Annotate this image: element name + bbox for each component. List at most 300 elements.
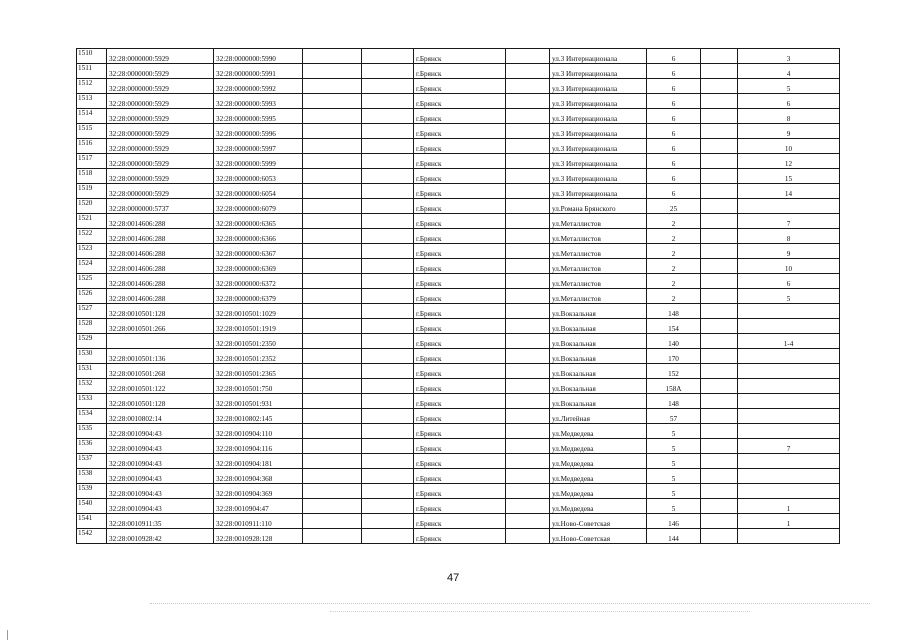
parent-cadastral-number: 32:28:0010501:266 [107,319,214,334]
blank-column [362,319,414,334]
cadastral-number: 32:28:0000000:5991 [214,64,303,79]
cadastral-number: 32:28:0010904:110 [214,424,303,439]
parent-cadastral-number: 32:28:0010904:43 [107,454,214,469]
locality: г.Брянск [414,409,506,424]
blank-column [701,469,738,484]
blank-column [701,259,738,274]
parent-cadastral-number: 32:28:0010802:14 [107,409,214,424]
row-number: 1521 [77,214,107,229]
blank-column [303,409,362,424]
blank-column [362,154,414,169]
scan-noise-line [150,603,870,605]
apartment-number: 14 [738,184,840,199]
parent-cadastral-number: 32:28:0000000:5929 [107,169,214,184]
apartment-number [738,424,840,439]
blank-column [362,244,414,259]
blank-column [303,199,362,214]
table-row [77,274,840,289]
parent-cadastral-number: 32:28:0010501:268 [107,364,214,379]
blank-column [362,469,414,484]
street: ул.3 Интернационала [550,64,647,79]
street: ул.Романа Брянского [550,199,647,214]
blank-column [303,424,362,439]
cadastral-number: 32:28:0010501:2352 [214,349,303,364]
locality: г.Брянск [414,64,506,79]
blank-column [362,49,414,64]
blank-column [303,319,362,334]
parent-cadastral-number: 32:28:0014606:288 [107,274,214,289]
blank-column [303,334,362,349]
blank-column [303,64,362,79]
blank-column [701,49,738,64]
blank-column [701,409,738,424]
house-number: 2 [647,229,701,244]
parent-cadastral-number: 32:28:0010501:128 [107,394,214,409]
blank-column [303,274,362,289]
locality: г.Брянск [414,469,506,484]
blank-column [362,139,414,154]
row-number: 1515 [77,124,107,139]
cadastral-number: 32:28:0010928:128 [214,529,303,544]
row-number: 1541 [77,514,107,529]
table-row [77,169,840,184]
locality: г.Брянск [414,49,506,64]
street: ул.3 Интернационала [550,109,647,124]
blank-column [701,154,738,169]
cadastral-number: 32:28:0000000:5995 [214,109,303,124]
table-row [77,424,840,439]
street: ул.Вокзальная [550,349,647,364]
table-row [77,364,840,379]
blank-column [362,169,414,184]
apartment-number: 4 [738,64,840,79]
cadastral-number: 32:28:0010904:368 [214,469,303,484]
locality: г.Брянск [414,199,506,214]
row-number: 1517 [77,154,107,169]
table-row [77,469,840,484]
blank-column [362,199,414,214]
table-row [77,454,840,469]
house-number: 158А [647,379,701,394]
blank-column [506,334,550,349]
cadastral-number: 32:28:0010501:2350 [214,334,303,349]
apartment-number: 8 [738,229,840,244]
table-row [77,154,840,169]
blank-column [303,394,362,409]
table-row [77,349,840,364]
apartment-number: 5 [738,289,840,304]
blank-column [362,439,414,454]
house-number: 25 [647,199,701,214]
parent-cadastral-number: 32:28:0014606:288 [107,214,214,229]
locality: г.Брянск [414,484,506,499]
street: ул.3 Интернационала [550,94,647,109]
parent-cadastral-number: 32:28:0000000:5929 [107,154,214,169]
row-number: 1518 [77,169,107,184]
row-number: 1516 [77,139,107,154]
house-number: 170 [647,349,701,364]
blank-column [506,169,550,184]
cadastral-number: 32:28:0000000:6053 [214,169,303,184]
blank-column [506,514,550,529]
street: ул.3 Интернационала [550,139,647,154]
blank-column [303,154,362,169]
blank-column [506,199,550,214]
blank-column [701,394,738,409]
house-number: 2 [647,214,701,229]
blank-column [506,259,550,274]
blank-column [362,379,414,394]
house-number: 2 [647,259,701,274]
blank-column [362,184,414,199]
locality: г.Брянск [414,349,506,364]
blank-column [303,244,362,259]
blank-column [303,514,362,529]
house-number: 146 [647,514,701,529]
apartment-number [738,394,840,409]
apartment-number: 10 [738,139,840,154]
parent-cadastral-number: 32:28:0014606:288 [107,289,214,304]
blank-column [506,379,550,394]
blank-column [506,289,550,304]
cadastral-number: 32:28:0010501:1029 [214,304,303,319]
blank-column [362,229,414,244]
blank-column [701,184,738,199]
table-row [77,289,840,304]
street: ул.3 Интернационала [550,49,647,64]
blank-column [362,274,414,289]
cadastral-number: 32:28:0010501:750 [214,379,303,394]
blank-column [362,64,414,79]
parent-cadastral-number: 32:28:0014606:288 [107,244,214,259]
blank-column [701,64,738,79]
locality: г.Брянск [414,529,506,544]
row-number: 1524 [77,259,107,274]
blank-column [362,499,414,514]
blank-column [506,364,550,379]
blank-column [506,154,550,169]
parent-cadastral-number: 32:28:0000000:5929 [107,64,214,79]
blank-column [362,394,414,409]
blank-column [506,64,550,79]
house-number: 5 [647,454,701,469]
parent-cadastral-number: 32:28:0010928:42 [107,529,214,544]
blank-column [303,79,362,94]
table-row [77,304,840,319]
blank-column [506,394,550,409]
apartment-number: 10 [738,259,840,274]
cadastral-number: 32:28:0000000:6369 [214,259,303,274]
blank-column [362,334,414,349]
apartment-number: 5 [738,79,840,94]
blank-column [362,124,414,139]
apartment-number [738,409,840,424]
house-number: 6 [647,169,701,184]
apartment-number: 9 [738,244,840,259]
blank-column [701,454,738,469]
table-row [77,514,840,529]
blank-column [303,469,362,484]
apartment-number [738,484,840,499]
apartment-number [738,304,840,319]
row-number: 1528 [77,319,107,334]
row-number: 1531 [77,364,107,379]
blank-column [303,109,362,124]
blank-column [303,499,362,514]
locality: г.Брянск [414,154,506,169]
blank-column [362,109,414,124]
parent-cadastral-number: 32:28:0010501:122 [107,379,214,394]
house-number: 2 [647,244,701,259]
apartment-number: 1 [738,514,840,529]
blank-column [506,229,550,244]
house-number: 57 [647,409,701,424]
apartment-number [738,469,840,484]
parent-cadastral-number: 32:28:0000000:5929 [107,139,214,154]
row-number: 1542 [77,529,107,544]
blank-column [701,214,738,229]
blank-column [701,229,738,244]
blank-column [303,304,362,319]
street: ул.Медведева [550,499,647,514]
table-row [77,64,840,79]
blank-column [701,199,738,214]
house-number: 5 [647,499,701,514]
row-number: 1530 [77,349,107,364]
house-number: 5 [647,469,701,484]
row-number: 1536 [77,439,107,454]
blank-column [701,94,738,109]
street: ул.3 Интернационала [550,184,647,199]
locality: г.Брянск [414,94,506,109]
blank-column [506,214,550,229]
blank-column [362,454,414,469]
table-row [77,94,840,109]
blank-column [701,514,738,529]
blank-column [362,364,414,379]
blank-column [506,79,550,94]
house-number: 2 [647,289,701,304]
table-row [77,139,840,154]
house-number: 6 [647,124,701,139]
cadastral-number: 32:28:0000000:5996 [214,124,303,139]
street: ул.Вокзальная [550,334,647,349]
apartment-number: 1-4 [738,334,840,349]
row-number: 1520 [77,199,107,214]
blank-column [303,214,362,229]
locality: г.Брянск [414,259,506,274]
row-number: 1529 [77,334,107,349]
table-row [77,334,840,349]
blank-column [303,484,362,499]
row-number: 1522 [77,229,107,244]
cadastral-number: 32:28:0010501:931 [214,394,303,409]
blank-column [701,289,738,304]
cadastral-number: 32:28:0010904:116 [214,439,303,454]
street: ул.3 Интернационала [550,79,647,94]
blank-column [362,349,414,364]
table-row [77,499,840,514]
blank-column [701,499,738,514]
blank-column [362,289,414,304]
cadastral-number: 32:28:0010904:181 [214,454,303,469]
locality: г.Брянск [414,244,506,259]
blank-column [362,484,414,499]
registry-body [77,49,840,544]
house-number: 6 [647,184,701,199]
table-row [77,124,840,139]
locality: г.Брянск [414,229,506,244]
blank-column [303,49,362,64]
parent-cadastral-number: 32:28:0010911:35 [107,514,214,529]
street: ул.Металлистов [550,274,647,289]
blank-column [701,529,738,544]
street: ул.Металлистов [550,259,647,274]
row-number: 1538 [77,469,107,484]
apartment-number: 6 [738,274,840,289]
house-number: 6 [647,94,701,109]
blank-column [701,334,738,349]
blank-column [506,94,550,109]
blank-column [303,289,362,304]
blank-column [303,229,362,244]
locality: г.Брянск [414,124,506,139]
locality: г.Брянск [414,394,506,409]
blank-column [506,109,550,124]
street: ул.Медведева [550,469,647,484]
blank-column [303,94,362,109]
blank-column [506,49,550,64]
locality: г.Брянск [414,139,506,154]
apartment-number: 3 [738,49,840,64]
locality: г.Брянск [414,274,506,289]
cadastral-number: 32:28:0010904:47 [214,499,303,514]
cadastral-number: 32:28:0000000:5999 [214,154,303,169]
table-row [77,319,840,334]
blank-column [303,379,362,394]
scan-noise-line [330,611,750,613]
apartment-number: 7 [738,214,840,229]
street: ул.Металлистов [550,214,647,229]
parent-cadastral-number: 32:28:0000000:5929 [107,94,214,109]
row-number: 1511 [77,64,107,79]
blank-column [701,304,738,319]
blank-column [701,274,738,289]
locality: г.Брянск [414,79,506,94]
house-number: 5 [647,484,701,499]
house-number: 144 [647,529,701,544]
blank-column [506,184,550,199]
blank-column [701,169,738,184]
street: ул.3 Интернационала [550,169,647,184]
house-number: 148 [647,304,701,319]
locality: г.Брянск [414,334,506,349]
row-number: 1527 [77,304,107,319]
parent-cadastral-number: 32:28:0010904:43 [107,469,214,484]
blank-column [506,139,550,154]
blank-column [701,244,738,259]
street: ул.3 Интернационала [550,124,647,139]
apartment-number [738,364,840,379]
apartment-number: 7 [738,439,840,454]
house-number: 148 [647,394,701,409]
blank-column [701,109,738,124]
house-number: 152 [647,364,701,379]
street: ул.3 Интернационала [550,154,647,169]
cadastral-number: 32:28:0010501:1919 [214,319,303,334]
parent-cadastral-number: 32:28:0000000:5929 [107,124,214,139]
page-number: 47 [447,572,460,584]
table-row [77,409,840,424]
table-row [77,484,840,499]
blank-column [506,469,550,484]
locality: г.Брянск [414,109,506,124]
cadastral-number: 32:28:0000000:6367 [214,244,303,259]
locality: г.Брянск [414,379,506,394]
street: ул.Ново-Советская [550,529,647,544]
apartment-number [738,379,840,394]
street: ул.Вокзальная [550,364,647,379]
table-row [77,259,840,274]
blank-column [362,514,414,529]
apartment-number [738,199,840,214]
scan-edge-mark [7,630,8,640]
blank-column [506,409,550,424]
locality: г.Брянск [414,184,506,199]
blank-column [303,454,362,469]
parent-cadastral-number: 32:28:0000000:5737 [107,199,214,214]
row-number: 1532 [77,379,107,394]
apartment-number: 12 [738,154,840,169]
locality: г.Брянск [414,214,506,229]
street: ул.Вокзальная [550,319,647,334]
cadastral-number: 32:28:0000000:6079 [214,199,303,214]
row-number: 1519 [77,184,107,199]
blank-column [303,529,362,544]
blank-column [303,139,362,154]
blank-column [701,349,738,364]
blank-column [303,184,362,199]
table-row [77,199,840,214]
apartment-number: 15 [738,169,840,184]
row-number: 1539 [77,484,107,499]
blank-column [701,124,738,139]
parent-cadastral-number: 32:28:0000000:5929 [107,184,214,199]
street: ул.Ново-Советская [550,514,647,529]
house-number: 6 [647,154,701,169]
blank-column [362,304,414,319]
parent-cadastral-number: 32:28:0014606:288 [107,229,214,244]
house-number: 154 [647,319,701,334]
cadastral-number: 32:28:0000000:5993 [214,94,303,109]
house-number: 5 [647,439,701,454]
apartment-number: 1 [738,499,840,514]
blank-column [506,349,550,364]
blank-column [303,124,362,139]
apartment-number [738,454,840,469]
cadastral-number: 32:28:0000000:6365 [214,214,303,229]
blank-column [701,484,738,499]
house-number: 140 [647,334,701,349]
parent-cadastral-number: 32:28:0010501:136 [107,349,214,364]
table-row [77,379,840,394]
row-number: 1537 [77,454,107,469]
blank-column [701,139,738,154]
table-row [77,49,840,64]
street: ул.Металлистов [550,289,647,304]
blank-column [303,169,362,184]
parent-cadastral-number: 32:28:0000000:5929 [107,79,214,94]
